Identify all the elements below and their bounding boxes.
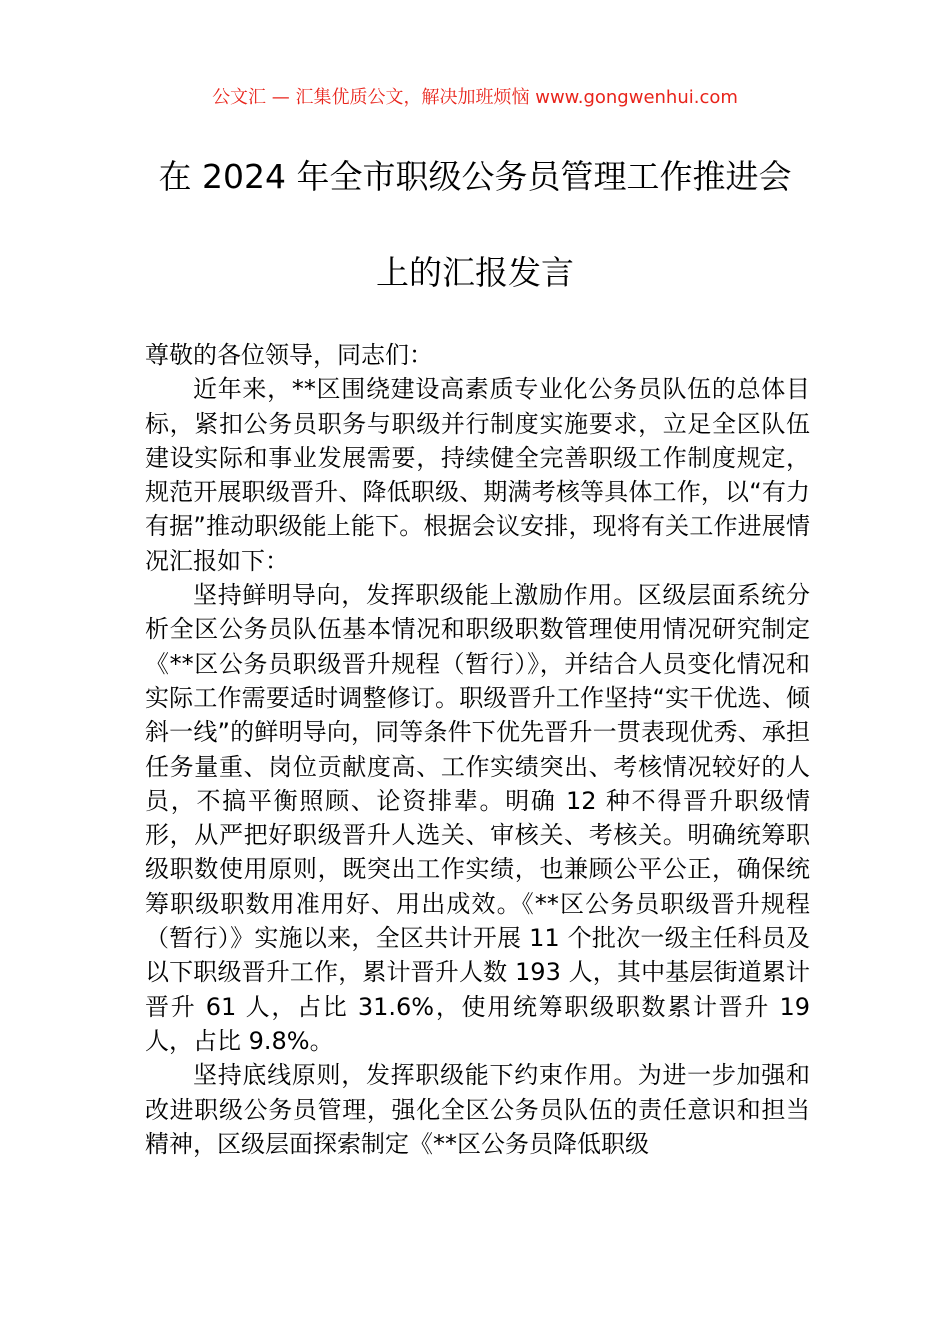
document-body	[145, 338, 810, 1161]
salutation: 尊敬的各位领导，同志们：	[145, 341, 433, 369]
paragraph-intro: 近年来，**区围绕建设高素质专业化公务员队伍的总体目标，紧扣公务员职务与职级并行制度实施要求，立足全区队伍建设实际和事业发展需要，持续健全完善职级工作制度规定，规范开展职级晋升、降低职级、期满考核等具体工作，以“有力有据”推动职级能上能下。根据会议安排，现将有关工作进展情况汇报如下：	[145, 375, 810, 575]
paragraph-demotion: 坚持底线原则，发挥职级能下约束作用。为进一步加强和改进职级公务员管理，强化全区公务员队伍的责任意识和担当精神，区级层面探索制定《**区公务员降低职级	[145, 1061, 810, 1158]
document-title-line-2: 上的汇报发言	[376, 253, 574, 292]
document-title-line-1: 在 2024 年全市职级公务员管理工作推进会	[158, 157, 792, 196]
paragraph-promotion: 坚持鲜明导向，发挥职级能上激励作用。区级层面系统分析全区公务员队伍基本情况和职级职数管理使用情况研究制定《**区公务员职级晋升规程（暂行）》，并结合人员变化情况和实际工作需要适时调整修订。职级晋升工作坚持“实干优选、倾斜一线”的鲜明导向，同等条件下优先晋升一贯表现优秀、承担任务量重、岗位贡献度高、工作实绩突出、考核情况较好的人员，不搞平衡照顾、论资排辈。明确 12 种不得晋升职级情形，从严把好职级晋升人选关、审核关、考核关。明确统筹职级职数使用原则，既突出工作实绩，也兼顾公平公正，确保统筹职级职数用准用好、用出成效。《**区公务员职级晋升规程（暂行）》实施以来，全区共计开展 11 个批次一级主任科员及以下职级晋升工作，累计晋升人数 193 人，其中基层街道累计晋升 61 人，占比 31.6%，使用统筹职级职数累计晋升 19 人，占比 9.8%。	[145, 581, 810, 1055]
site-header-banner[interactable]: 公文汇 — 汇集优质公文，解决加班烦恼 www.gongwenhui.com	[212, 87, 738, 108]
